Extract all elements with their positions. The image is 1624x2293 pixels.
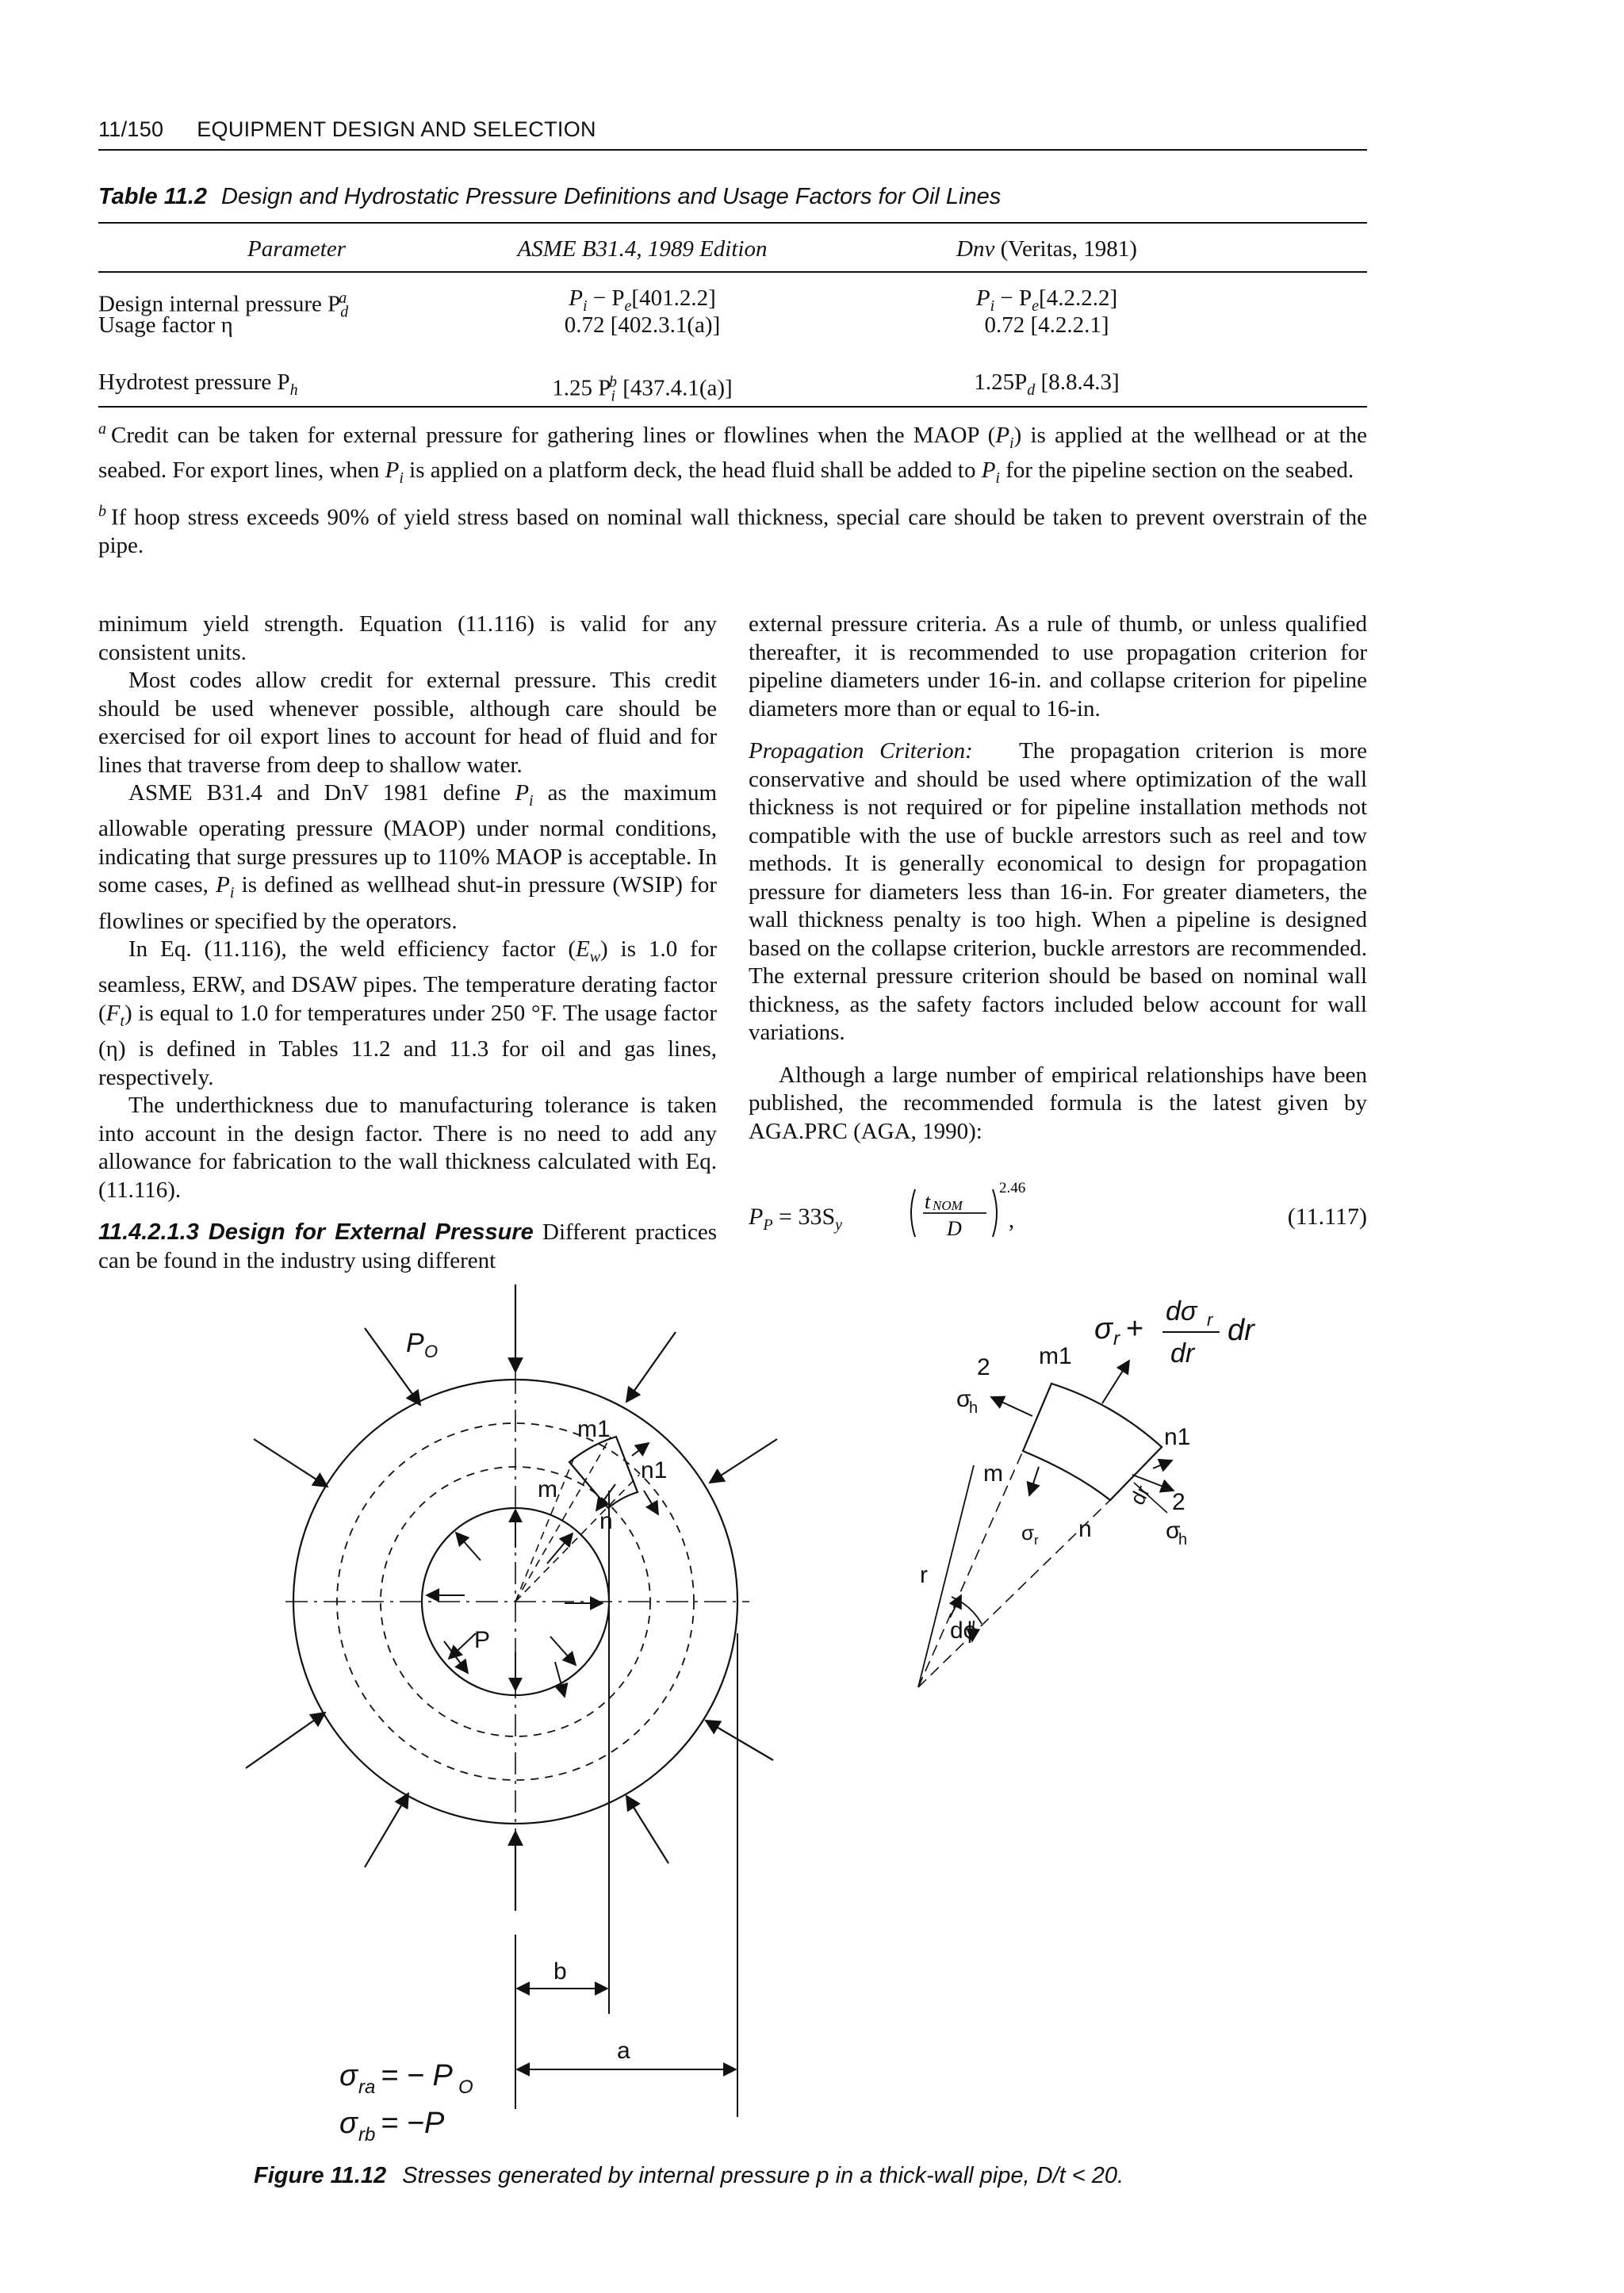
left-paragraph-5: The underthickness due to manufacturing tolerance is taken into account in the design factor. There is no need to add any allowance for fabrication to the wall thickness calculated with Eq. (11.116). <box>98 1093 717 1203</box>
label-sigma-r-top: σ <box>1094 1312 1113 1346</box>
label-sigma-r-right: σ <box>1021 1521 1035 1545</box>
label-n: n <box>599 1508 613 1534</box>
pipe-cross-section <box>285 1372 749 1832</box>
equation-11-117: $P_P = 33S_y$ t NOM D 2.46 , (11.117) <box>749 1181 1367 1245</box>
table-row-hydrotest-dnv: $1.25P_d$ [8.8.4.3] <box>974 369 1120 399</box>
figure-caption-text: Stresses generated by internal pressure p in a thick-wall pipe, D/t < 20. <box>402 2163 1124 2188</box>
label-a: a <box>617 2038 630 2064</box>
svg-text:h: h <box>1178 1531 1188 1548</box>
left-paragraph-2: Most codes allow credit for external pressure. This credit should be used whenever possible, although care should be exercised for oil export lines to account for head of fluid and for lines that traverse from deep to shallow water. <box>98 668 717 778</box>
svg-text:rb: rb <box>358 2124 376 2141</box>
table-caption <box>98 184 1367 210</box>
svg-text:r: r <box>1034 1533 1039 1548</box>
label-sigma-ra: σ <box>339 2059 358 2092</box>
label-dr-den: dr <box>1170 1338 1195 1369</box>
svg-text:= −P: = −P <box>381 2107 445 2140</box>
right-column <box>749 611 1367 1146</box>
label-dr-right: dr <box>1124 1481 1155 1509</box>
label-sigma-h-right: σ <box>1166 1518 1181 1544</box>
equation-fraction <box>907 1181 1034 1245</box>
dimension-lines <box>515 1491 737 2117</box>
figure-label: Figure 11.12 <box>254 2163 387 2188</box>
element-outline <box>1023 1384 1162 1500</box>
label-m-right: m <box>983 1460 1003 1487</box>
label-dphi: dϕ <box>950 1617 977 1644</box>
internal-pressure-arrows <box>427 1510 603 1697</box>
svg-text:r: r <box>1113 1328 1120 1349</box>
table-label: Table 11.2 <box>98 184 208 209</box>
label-n1-right: n1 <box>1164 1424 1191 1450</box>
left-column <box>98 611 717 1275</box>
table-header-asme: ASME B31.4, 1989 Edition <box>517 236 768 262</box>
eq-numerator-sub: NOM <box>933 1198 963 1213</box>
label-m1-right: m1 <box>1039 1343 1072 1369</box>
table-header-dnv: Dnv (Veritas, 1981) <box>956 236 1137 262</box>
label-n1: n1 <box>641 1457 668 1483</box>
label-sigma-rb: σ <box>339 2107 358 2140</box>
svg-text:h: h <box>969 1399 979 1417</box>
left-paragraph-6: 11.4.2.1.3 Design for External Pressure Different practices can be found in the industry using different <box>98 1219 717 1273</box>
table-row-usage-factor-param: Usage factor η <box>98 312 233 338</box>
label-r: r <box>920 1562 928 1588</box>
svg-text:+: + <box>1126 1312 1144 1346</box>
left-paragraph-3: ASME B31.4 and DnV 1981 define $P_i$ as the maximum allowable operating pressure (MAOP) under normal conditions, indicating that surge pressures up to 110% MAOP is acceptable. In some cases, $P_i$ is defined as wellhead shut-in pressure (WSIP) for flowlines or specified by the operators. <box>98 780 718 934</box>
table-row-usage-factor-dnv: 0.72 [4.2.2.1] <box>984 312 1109 338</box>
table-row-design-pressure-dnv: $P_i - P_e[4.2.2.2]$ <box>975 285 1118 315</box>
left-paragraph-1: minimum yield strength. Equation (11.116) is valid for any consistent units. <box>98 611 717 665</box>
figure-labels-left <box>339 1328 667 2141</box>
svg-text:= − P: = − P <box>381 2059 453 2092</box>
label-sigma-h-left: σ <box>956 1386 971 1412</box>
criterion-label: Propagation Criterion: <box>749 738 973 764</box>
section-heading: 11.4.2.1.3 Design for External Pressure <box>98 1219 534 1246</box>
svg-text:O: O <box>424 1342 439 1361</box>
table-title: Design and Hydrostatic Pressure Definitions and Usage Factors for Oil Lines <box>221 184 1002 209</box>
left-paragraph-4: In Eq. (11.116), the weld efficiency factor $(E_w)$ is 1.0 for seamless, ERW, and DSAW pipes. The temperature derating factor $(F_t)$ is equal to 1.0 for temperatures under 250 °F. The usage factor (η) is defined in Tables 11.2 and 11.3 for oil and gas lines, respectively. <box>98 936 717 1090</box>
eq-exponent: 2.46 <box>999 1181 1026 1196</box>
table-row-design-pressure-param: Design internal pressure $P_d^a$ <box>98 289 349 321</box>
label-m: m <box>538 1476 557 1503</box>
eq-denominator: D <box>947 1217 962 1240</box>
label-dsigma: dσ <box>1166 1296 1197 1326</box>
running-head <box>98 117 1367 142</box>
equation-number: (11.117) <box>1287 1204 1367 1230</box>
section-title: EQUIPMENT DESIGN AND SELECTION <box>197 117 596 141</box>
right-paragraph-1: external pressure criteria. As a rule of thumb, or unless qualified thereafter, it is recommended to use propagation criterion for pipeline diameters under 16-in. and collapse criterion for pipeline diameters more than or equal to 16-in. <box>749 611 1367 722</box>
table-footnote-a: $^a$ Credit can be taken for external pressure for gathering lines or flowlines when the MAOP $(P_i)$ is applied at the wellhead or at the seabed. For export lines, when $P_i$ is applied on a platform deck, the head fluid shall be added to $P_i$ for the pipeline section on the seabed. <box>98 420 1367 488</box>
table-row-hydrotest-asme: 1.25 $P_i^b$ [437.4.1(a)] <box>552 373 733 405</box>
label-two-left: 2 <box>977 1354 990 1380</box>
table-row-usage-factor-asme: 0.72 [402.3.1(a)] <box>564 312 721 338</box>
external-pressure-arrows <box>246 1284 777 1911</box>
svg-text:ra: ra <box>358 2077 376 2098</box>
figure-caption <box>254 2163 1443 2189</box>
table-row-design-pressure-asme: $P_i - P_e[401.2.2]$ <box>569 285 716 315</box>
label-two-right: 2 <box>1172 1489 1185 1515</box>
svg-text:O: O <box>458 2077 473 2098</box>
figure-11-12 <box>0 1269 1624 2141</box>
label-dr: dr <box>1228 1314 1254 1347</box>
label-n-right: n <box>1078 1516 1092 1542</box>
table-header-parameter: Parameter <box>247 236 347 262</box>
table-row-hydrotest-param: Hydrotest pressure $P_h$ <box>98 369 298 399</box>
page-number: 11/150 <box>98 117 164 141</box>
label-p: P <box>474 1627 491 1653</box>
table-bottom-rule <box>98 406 1367 408</box>
eq-trailing-comma: , <box>1009 1208 1014 1233</box>
svg-text:r: r <box>1207 1310 1213 1330</box>
table-header-rule <box>98 271 1367 273</box>
figure-labels-right <box>920 1296 1255 1644</box>
label-b: b <box>553 1958 567 1985</box>
label-m1: m1 <box>577 1416 611 1442</box>
right-paragraph-3: Although a large number of empirical relationships have been published, the recommended formula is the latest given by AGA.PRC (AGA, 1990): <box>749 1062 1367 1144</box>
right-paragraph-2: Propagation Criterion: The propagation criterion is more conservative and should be used where optimization of the wall thickness is not required or for pipeline installation methods not compatible with the use of buckle arrestors such as reel and tow methods. It is generally economical to design for propagation pressure for diameters less than 16-in. For greater diameters, the wall thickness penalty is too high. When a pipeline is designed based on the collapse criterion, buckle arrestors are recommended. The external pressure criterion should be based on nominal wall thickness, as the safety factors included below account for wall variations. <box>749 738 1367 1045</box>
header-rule <box>98 149 1367 151</box>
eq-numerator: t <box>925 1190 931 1213</box>
element-m-n <box>569 1437 638 1508</box>
table-top-rule <box>98 222 1367 224</box>
table-footnote-b: $^b$ If hoop stress exceeds 90% of yield stress based on nominal wall thickness, special care should be taken to prevent overstrain of the pipe. <box>98 503 1367 558</box>
label-po: P <box>406 1328 424 1358</box>
